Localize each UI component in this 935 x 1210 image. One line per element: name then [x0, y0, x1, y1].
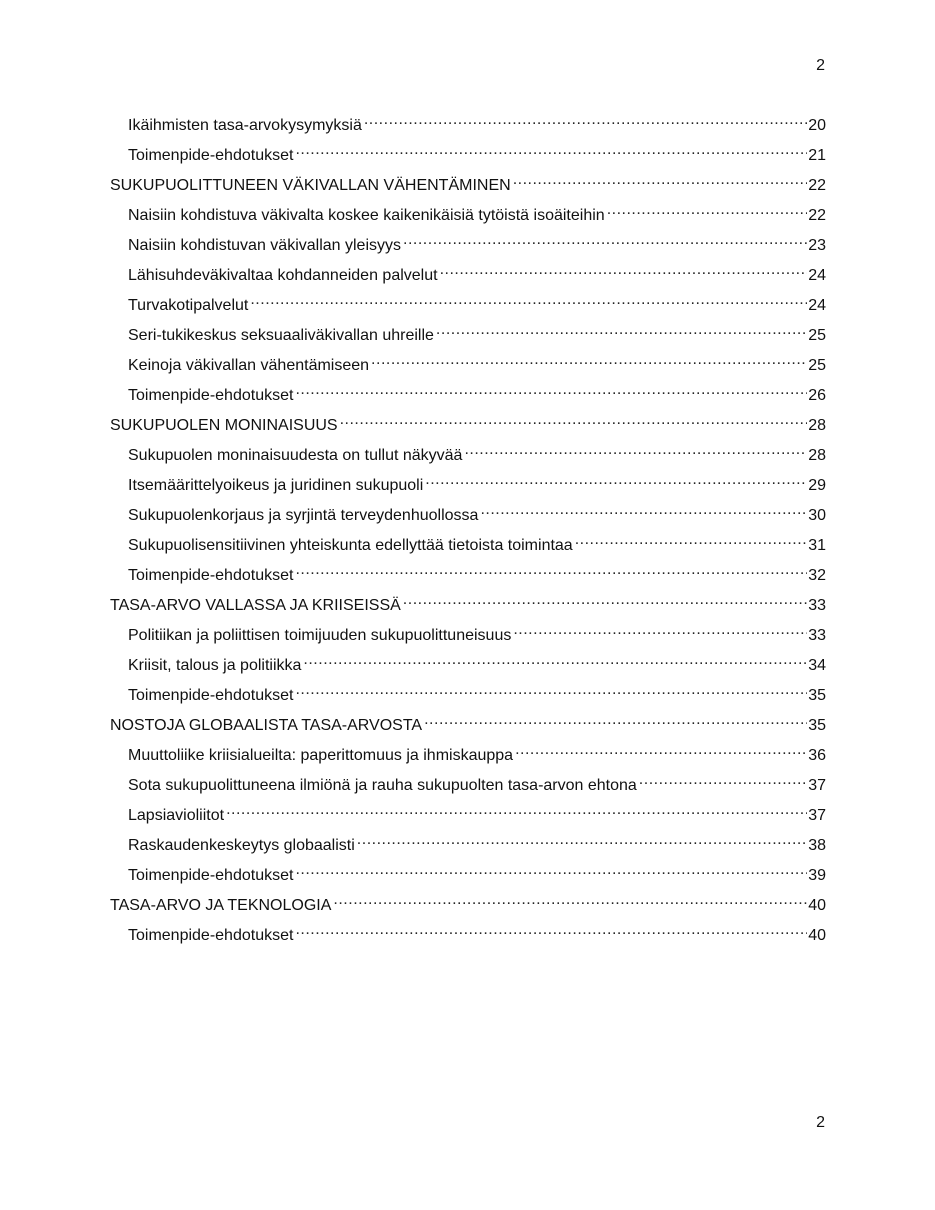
toc-dot-leader: [295, 920, 807, 940]
toc-entry-title: NOSTOJA GLOBAALISTA TASA-ARVOSTA: [110, 717, 423, 734]
toc-entry-page: 40: [808, 897, 826, 914]
toc-dot-leader: [333, 890, 807, 910]
toc-dot-leader: [424, 710, 807, 730]
toc-entry-page: 36: [808, 747, 826, 764]
toc-entry-page: 21: [808, 147, 826, 164]
toc-entry-page: 28: [808, 417, 826, 434]
toc-subsection-entry[interactable]: [110, 770, 826, 800]
toc-subsection-entry[interactable]: [110, 740, 826, 770]
toc-entry-page: 37: [808, 777, 826, 794]
toc-entry-page: 39: [808, 867, 826, 884]
toc-entry-page: 40: [808, 927, 826, 944]
toc-entry-page: 35: [808, 717, 826, 734]
toc-dot-leader: [464, 440, 807, 460]
toc-section-entry[interactable]: [110, 590, 826, 620]
toc-dot-leader: [513, 170, 808, 190]
toc-dot-leader: [403, 230, 807, 250]
toc-dot-leader: [295, 560, 807, 580]
toc-dot-leader: [250, 290, 807, 310]
toc-entry-title: Itsemäärittelyoikeus ja juridinen sukupuoli: [128, 477, 424, 494]
toc-dot-leader: [226, 800, 807, 820]
toc-subsection-entry[interactable]: [110, 920, 826, 950]
toc-dot-leader: [303, 650, 807, 670]
toc-subsection-entry[interactable]: [110, 530, 826, 560]
toc-dot-leader: [357, 830, 807, 850]
toc-subsection-entry[interactable]: [110, 290, 826, 320]
toc-entry-title: Lapsiavioliitot: [128, 807, 225, 824]
toc-dot-leader: [403, 590, 807, 610]
toc-entry-title: Lähisuhdeväkivaltaa kohdanneiden palvelut: [128, 267, 438, 284]
toc-section-entry[interactable]: [110, 170, 826, 200]
toc-entry-title: Sukupuolisensitiivinen yhteiskunta edellyttää tietoista toimintaa: [128, 537, 573, 554]
toc-entry-page: 25: [808, 327, 826, 344]
toc-subsection-entry[interactable]: [110, 680, 826, 710]
toc-subsection-entry[interactable]: [110, 470, 826, 500]
toc-entry-page: 35: [808, 687, 826, 704]
toc-dot-leader: [480, 500, 807, 520]
toc-subsection-entry[interactable]: [110, 560, 826, 590]
toc-entry-page: 30: [808, 507, 826, 524]
toc-entry-page: 26: [808, 387, 826, 404]
toc-entry-title: SUKUPUOLEN MONINAISUUS: [110, 417, 338, 434]
toc-subsection-entry[interactable]: [110, 140, 826, 170]
toc-entry-title: Toimenpide-ehdotukset: [128, 567, 294, 584]
toc-entry-title: SUKUPUOLITTUNEEN VÄKIVALLAN VÄHENTÄMINEN: [110, 177, 511, 194]
toc-entry-page: 22: [808, 177, 826, 194]
toc-entry-title: Sukupuolenkorjaus ja syrjintä terveydenhuollossa: [128, 507, 479, 524]
toc-entry-title: Keinoja väkivallan vähentämiseen: [128, 357, 370, 374]
toc-entry-page: 24: [808, 267, 826, 284]
toc-dot-leader: [295, 380, 807, 400]
toc-entry-page: 34: [808, 657, 826, 674]
toc-entry-title: Toimenpide-ehdotukset: [128, 687, 294, 704]
toc-entry-title: Turvakotipalvelut: [128, 297, 249, 314]
toc-dot-leader: [436, 320, 807, 340]
toc-entry-title: Politiikan ja poliittisen toimijuuden sukupuolittuneisuus: [128, 627, 512, 644]
toc-dot-leader: [340, 410, 808, 430]
toc-dot-leader: [295, 680, 807, 700]
toc-subsection-entry[interactable]: [110, 200, 826, 230]
page-number-top: 2: [816, 57, 825, 74]
toc-subsection-entry[interactable]: [110, 380, 826, 410]
toc-subsection-entry[interactable]: [110, 440, 826, 470]
toc-entry-page: 38: [808, 837, 826, 854]
toc-subsection-entry[interactable]: [110, 500, 826, 530]
toc-entry-title: Toimenpide-ehdotukset: [128, 387, 294, 404]
toc-subsection-entry[interactable]: [110, 800, 826, 830]
toc-dot-leader: [515, 740, 807, 760]
toc-entry-page: 28: [808, 447, 826, 464]
toc-section-entry[interactable]: [110, 410, 826, 440]
toc-dot-leader: [440, 260, 808, 280]
toc-entry-page: 23: [808, 237, 826, 254]
toc-subsection-entry[interactable]: [110, 860, 826, 890]
toc-section-entry[interactable]: [110, 890, 826, 920]
toc-entry-title: Muuttoliike kriisialueilta: paperittomuus ja ihmiskauppa: [128, 747, 514, 764]
toc-entry-page: 31: [808, 537, 826, 554]
toc-entry-page: 33: [808, 627, 826, 644]
toc-entry-title: Toimenpide-ehdotukset: [128, 147, 294, 164]
toc-dot-leader: [575, 530, 808, 550]
toc-entry-page: 37: [808, 807, 826, 824]
toc-entry-title: Sota sukupuolittuneena ilmiönä ja rauha sukupuolten tasa-arvon ehtona: [128, 777, 637, 794]
toc-subsection-entry[interactable]: [110, 320, 826, 350]
toc-dot-leader: [639, 770, 807, 790]
toc-dot-leader: [425, 470, 807, 490]
toc-entry-title: TASA-ARVO JA TEKNOLOGIA: [110, 897, 332, 914]
toc-subsection-entry[interactable]: [110, 230, 826, 260]
toc-entry-title: Toimenpide-ehdotukset: [128, 927, 294, 944]
toc-entry-page: 20: [808, 117, 826, 134]
toc-entry-title: Raskaudenkeskeytys globaalisti: [128, 837, 355, 854]
toc-dot-leader: [371, 350, 807, 370]
toc-entry-title: Naisiin kohdistuvan väkivallan yleisyys: [128, 237, 402, 254]
page-number-bottom: 2: [816, 1114, 825, 1131]
toc-entry-page: 22: [808, 207, 826, 224]
toc-subsection-entry[interactable]: [110, 260, 826, 290]
toc-dot-leader: [607, 200, 808, 220]
toc-dot-leader: [513, 620, 807, 640]
toc-dot-leader: [295, 140, 807, 160]
toc-entry-title: Toimenpide-ehdotukset: [128, 867, 294, 884]
toc-entry-page: 25: [808, 357, 826, 374]
toc-entry-page: 32: [808, 567, 826, 584]
table-of-contents: [110, 110, 826, 950]
toc-entry-title: Naisiin kohdistuva väkivalta koskee kaikenikäisiä tytöistä isoäiteihin: [128, 207, 605, 224]
toc-subsection-entry[interactable]: [110, 350, 826, 380]
toc-entry-title: TASA-ARVO VALLASSA JA KRIISEISSÄ: [110, 597, 401, 614]
toc-subsection-entry[interactable]: [110, 650, 826, 680]
toc-entry-page: 29: [808, 477, 826, 494]
toc-subsection-entry[interactable]: [110, 110, 826, 140]
toc-dot-leader: [295, 860, 807, 880]
toc-entry-page: 33: [808, 597, 826, 614]
toc-entry-title: Ikäihmisten tasa-arvokysymyksiä: [128, 117, 362, 134]
toc-entry-page: 24: [808, 297, 826, 314]
toc-subsection-entry[interactable]: [110, 620, 826, 650]
toc-entry-title: Seri-tukikeskus seksuaaliväkivallan uhreille: [128, 327, 434, 344]
toc-section-entry[interactable]: [110, 710, 826, 740]
toc-subsection-entry[interactable]: [110, 830, 826, 860]
toc-entry-title: Kriisit, talous ja politiikka: [128, 657, 302, 674]
toc-dot-leader: [364, 110, 807, 130]
toc-entry-title: Sukupuolen moninaisuudesta on tullut näkyvää: [128, 447, 463, 464]
